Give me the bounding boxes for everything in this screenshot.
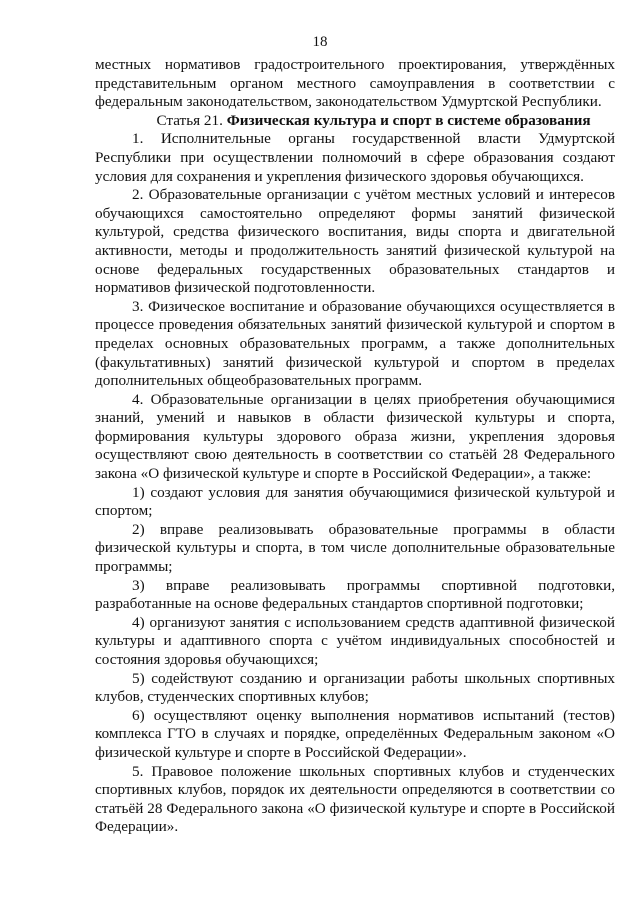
list-item-1: 1) создают условия для занятия обучающимися физической культурой и спортом;: [95, 483, 615, 520]
article-heading: [95, 112, 615, 131]
paragraph-3: 3. Физическое воспитание и образование обучающихся осуществляется в процессе проведения обязательных занятий физической культурой и спортом в пределах основных образовательных программ, а также дополнительных (факультативных) занятий физической культурой и спортом в пределах дополнительных общеобразовательных программ.: [95, 297, 615, 390]
list-item-3: 3) вправе реализовывать программы спортивной подготовки, разработанные на основе федеральных стандартов спортивной подготовки;: [95, 576, 615, 613]
list-item-4: 4) организуют занятия с использованием средств адаптивной физической культуры и адаптивного спорта с учётом индивидуальных способностей и состояния здоровья обучающихся;: [95, 613, 615, 668]
list-item-2: 2) вправе реализовывать образовательные программы в области физической культуры и спорта, в том числе дополнительные образовательные программы;: [95, 520, 615, 576]
intro-paragraph: местных нормативов градостроительного проектирования, утверждённых представительным органом местного самоуправления в соответствии с федеральным законодательством, законодательством Удмуртской Республики.: [95, 56, 615, 111]
list-item-5: 5) содействуют созданию и организации работы школьных спортивных клубов, студенческих спортивных клубов;: [95, 669, 615, 706]
article-number: Статья 21.: [156, 111, 223, 129]
document-body: [95, 56, 615, 837]
paragraph-2: 2. Образовательные организации с учётом местных условий и интересов обучающихся самостоятельно определяют формы занятий физической культурой, средства физического воспитания, виды спорта и двигательной активности, методы и продолжительность занятий физической культурой на основе федеральных государственных образовательных стандартов и нормативов физической подготовленности.: [95, 186, 615, 297]
list-item-6: 6) осуществляют оценку выполнения нормативов испытаний (тестов) комплекса ГТО в случаях и порядке, определённых Федеральным законом «О физической культуре и спорте в Российской Федерации».: [95, 706, 615, 761]
paragraph-4: 4. Образовательные организации в целях приобретения обучающимися знаний, умений и навыков в области физической культуры и спорта, формирования культуры здорового образа жизни, укрепления здоровья осуществляют свою деятельность в соответствии со статьёй 28 Федерального закона «О физической культуре и спорте в Российской Федерации», а также:: [95, 390, 615, 483]
article-title: Физическая культура и спорт в системе образования: [226, 111, 591, 129]
paragraph-1: 1. Исполнительные органы государственной власти Удмуртской Республики при осуществлении полномочий в сфере образования создают условия для сохранения и укрепления физического здоровья обучающихся.: [95, 130, 615, 185]
page-number: 18: [312, 34, 328, 50]
paragraph-5: 5. Правовое положение школьных спортивных клубов и студенческих спортивных клубов, порядок их деятельности определяются в соответствии со статьёй 28 Федерального закона «О физической культуре и спорте в Российской Федерации».: [95, 762, 615, 836]
